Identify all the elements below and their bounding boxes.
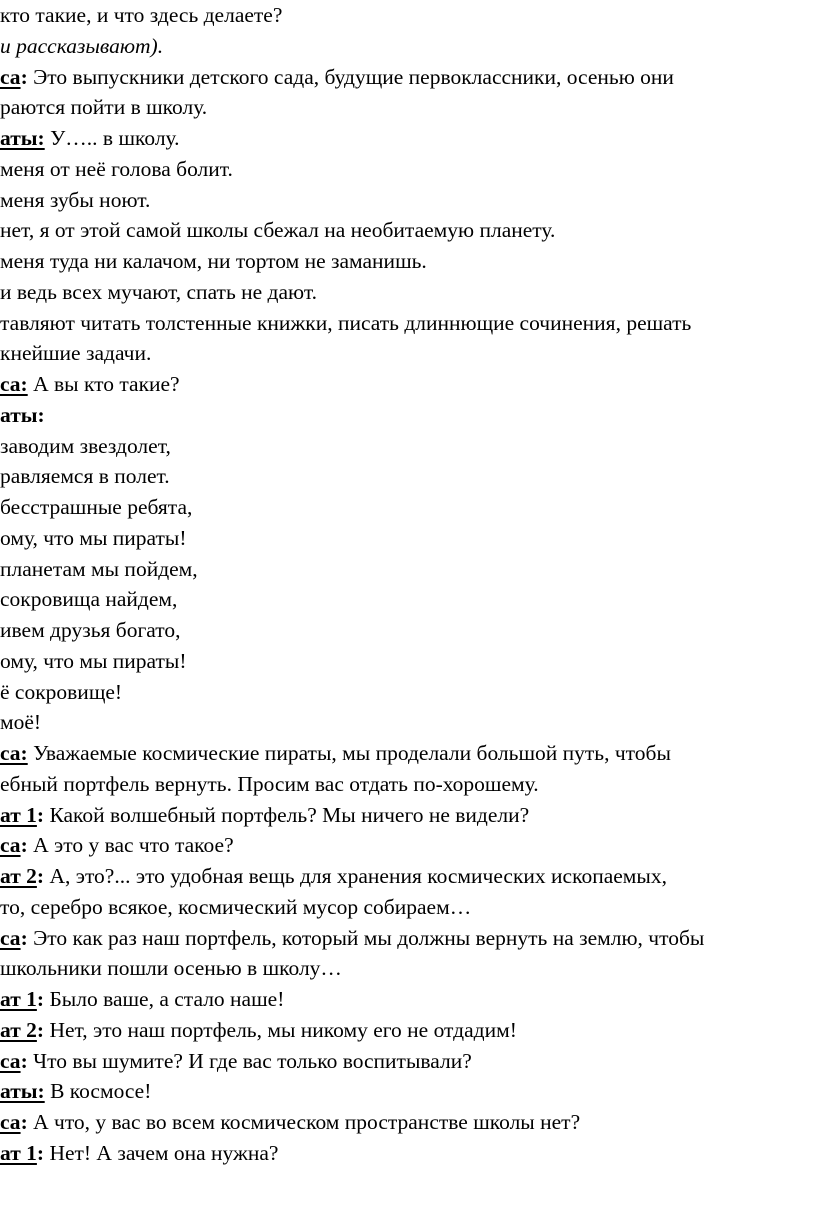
speaker-label: :: [20, 833, 28, 858]
text-line: [0, 984, 284, 1014]
text-line: [0, 953, 342, 983]
text-line: [0, 400, 45, 430]
speaker-label: са: [0, 833, 21, 858]
line-text: школьники пошли осенью в школу…: [0, 956, 342, 981]
text-line: [0, 677, 122, 707]
text-line: [0, 431, 171, 461]
line-text: тавляют читать толстенные книжки, писать длиннющие сочинения, решать: [0, 310, 692, 335]
line-text: меня от неё голова болит.: [0, 156, 233, 181]
line-text: Было ваше, а стало наше!: [44, 987, 285, 1011]
line-text: Что вы шумите? И где вас только воспитывали?: [27, 1048, 472, 1073]
text-line: [0, 892, 471, 922]
line-text: А что, у вас во всем космическом пространстве школы нет?: [27, 1110, 581, 1134]
speaker-label: ат 1: [0, 1140, 37, 1165]
speaker-label: са: [0, 64, 21, 89]
line-text: ому, что мы пираты!: [0, 648, 187, 673]
line-text: равляемся в полет.: [0, 464, 170, 489]
line-text: Нет, это наш портфель, мы никому его не отдадим!: [44, 1017, 517, 1042]
line-text: кто такие, и что здесь делаете?: [0, 3, 283, 27]
speaker-label: аты:: [0, 1079, 45, 1104]
text-line: [0, 738, 671, 768]
text-line: [0, 492, 192, 522]
line-text: кнейшие задачи.: [0, 341, 152, 366]
line-text: Это выпускники детского сада, будущие первоклассники, осенью они: [27, 64, 674, 89]
text-line: [0, 554, 198, 584]
speaker-label: :: [20, 1048, 28, 1073]
speaker-label: са:: [0, 372, 28, 396]
line-text: бесстрашные ребята,: [0, 495, 193, 519]
line-text: А это у вас что такое?: [27, 833, 234, 858]
line-text: то, серебро всякое, космический мусор собираем…: [0, 894, 472, 919]
line-text: моё!: [0, 710, 42, 735]
text-line: [0, 0, 282, 30]
text-line: [0, 215, 555, 245]
speaker-label: ат 2: [0, 1017, 37, 1042]
line-text: У….. в школу.: [44, 126, 180, 150]
text-line: [0, 523, 187, 553]
speaker-label: :: [36, 1140, 45, 1165]
speaker-label: ат 1: [0, 802, 37, 827]
text-line: [0, 923, 704, 953]
speaker-label: ат 1: [0, 987, 37, 1011]
speaker-label: са: [0, 925, 21, 950]
line-text: В космосе!: [44, 1079, 152, 1104]
speaker-label: :: [36, 864, 45, 888]
line-text: Какой волшебный портфель? Мы ничего не видели?: [44, 802, 530, 827]
line-text: ивем друзья богато,: [0, 618, 181, 642]
line-text: планетам мы пойдем,: [0, 556, 198, 581]
text-line: [0, 1015, 517, 1045]
speaker-label: :: [20, 64, 28, 89]
text-line: [0, 185, 150, 215]
text-line: [0, 1138, 278, 1168]
text-line: [0, 769, 539, 799]
line-text: заводим звездолет,: [0, 433, 171, 458]
speaker-label: аты:: [0, 126, 45, 150]
line-text: раются пойти в школу.: [0, 95, 208, 120]
speaker-label: са: [0, 1048, 21, 1073]
line-text: сокровища найдем,: [0, 587, 178, 612]
text-line: [0, 123, 180, 153]
text-line: [0, 154, 233, 184]
speaker-label: са:: [0, 741, 28, 765]
text-line: [0, 369, 180, 399]
text-line: [0, 461, 170, 491]
line-text: меня зубы ноют.: [0, 187, 151, 212]
line-text: нет, я от этой самой школы сбежал на необитаемую планету.: [0, 218, 556, 243]
line-text: и рассказывают).: [0, 33, 164, 58]
text-line: [0, 707, 41, 737]
line-text: меня туда ни калачом, ни тортом не заманишь.: [0, 249, 427, 273]
line-text: и ведь всех мучают, спать не дают.: [0, 279, 317, 304]
speaker-label: аты:: [0, 402, 45, 427]
text-line: [0, 800, 529, 830]
text-line: [0, 338, 151, 368]
speaker-label: са: [0, 1110, 21, 1134]
text-line: [0, 246, 427, 276]
text-line: [0, 830, 234, 860]
speaker-label: :: [20, 1110, 28, 1134]
text-line: [0, 1107, 580, 1137]
text-line: [0, 31, 163, 61]
speaker-label: :: [20, 925, 28, 950]
line-text: А вы кто такие?: [27, 372, 180, 396]
text-line: [0, 92, 207, 122]
text-line: [0, 646, 187, 676]
speaker-label: :: [36, 802, 45, 827]
text-line: [0, 277, 317, 307]
text-line: [0, 62, 674, 92]
text-line: [0, 1046, 472, 1076]
line-text: ё сокровище!: [0, 679, 123, 704]
text-line: [0, 584, 177, 614]
line-text: Уважаемые космические пираты, мы проделали большой путь, чтобы: [27, 741, 671, 765]
speaker-label: :: [36, 987, 45, 1011]
line-text: Это как раз наш портфель, который мы должны вернуть на землю, чтобы: [27, 925, 705, 950]
text-line: [0, 308, 691, 338]
line-text: ебный портфель вернуть. Просим вас отдать по-хорошему.: [0, 771, 539, 796]
line-text: А, это?... это удобная вещь для хранения космических ископаемых,: [44, 864, 667, 888]
line-text: ому, что мы пираты!: [0, 525, 187, 550]
line-text: Нет! А зачем она нужна?: [44, 1140, 279, 1165]
text-line: [0, 1076, 151, 1106]
text-line: [0, 861, 667, 891]
speaker-label: ат 2: [0, 864, 37, 888]
speaker-label: :: [36, 1017, 45, 1042]
text-line: [0, 615, 181, 645]
